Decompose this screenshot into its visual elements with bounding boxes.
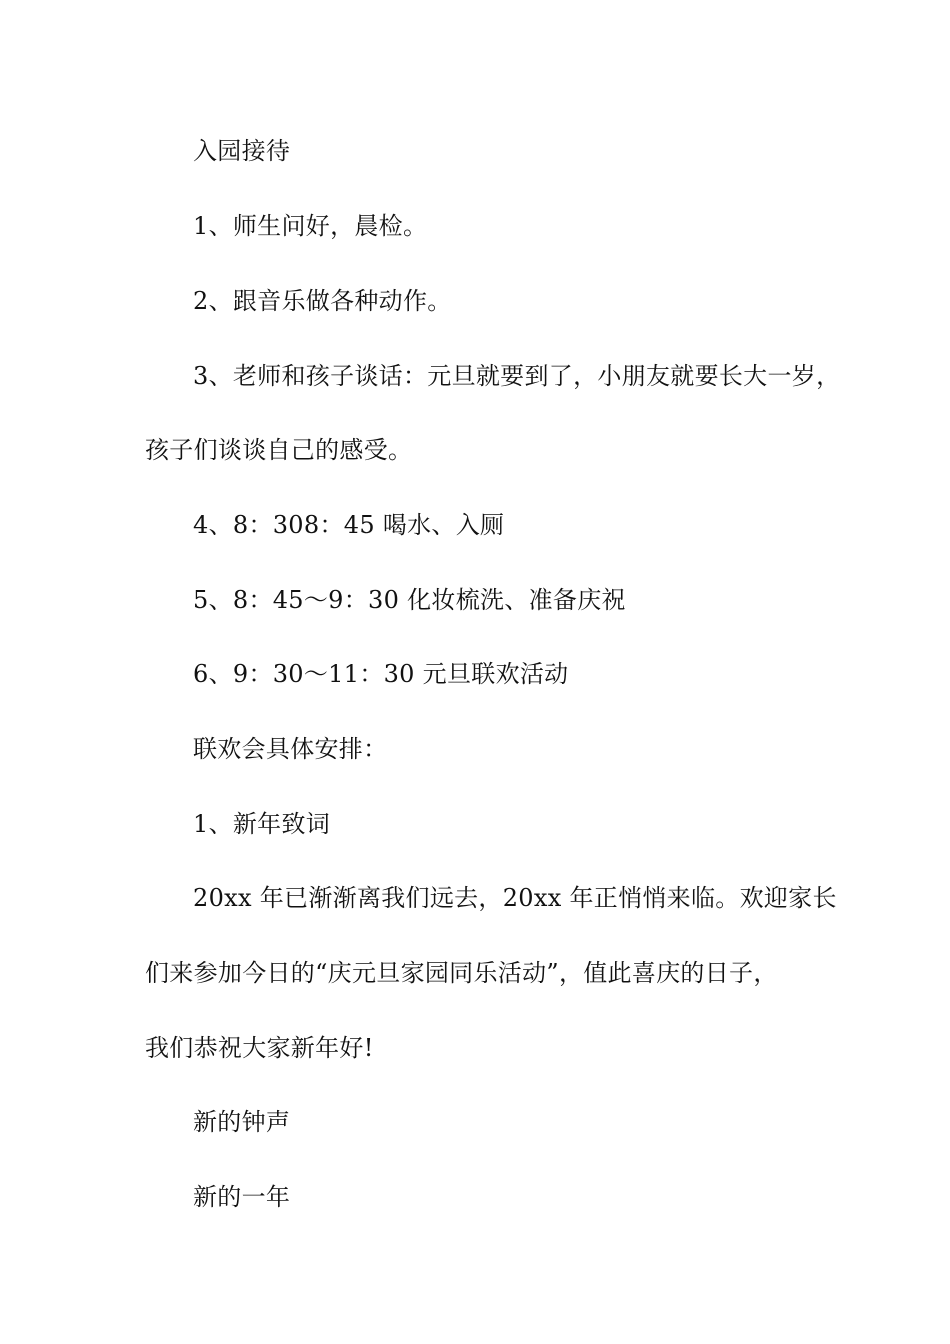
poem-line: 新的钟声: [193, 1108, 291, 1136]
paragraph-line: 5、8：45～9：30 化妆梳洗、准备庆祝: [193, 586, 626, 614]
section-heading-reception: 入园接待: [193, 137, 291, 165]
paragraph-line: 们来参加今日的“庆元旦家园同乐活动”，值此喜庆的日子，: [145, 959, 778, 987]
paragraph-line: 2、跟音乐做各种动作。: [193, 287, 452, 315]
section-heading-party-arrangement: 联欢会具体安排：: [193, 735, 388, 763]
paragraph-line: 我们恭祝大家新年好!: [145, 1034, 374, 1062]
paragraph-line: 6、9：30～11：30 元旦联欢活动: [193, 660, 569, 688]
paragraph-line: 4、8：308：45 喝水、入厕: [193, 511, 505, 539]
paragraph-line: 1、师生问好，晨检。: [193, 212, 428, 240]
paragraph-line: 1、新年致词: [193, 810, 331, 838]
paragraph-line: 20xx 年已渐渐离我们远去，20xx 年正悄悄来临。欢迎家长: [193, 884, 837, 912]
paragraph-line: 孩子们谈谈自己的感受。: [145, 436, 413, 464]
paragraph-line: 3、老师和孩子谈话：元旦就要到了，小朋友就要长大一岁，: [193, 362, 841, 390]
poem-line: 新的一年: [193, 1183, 291, 1211]
